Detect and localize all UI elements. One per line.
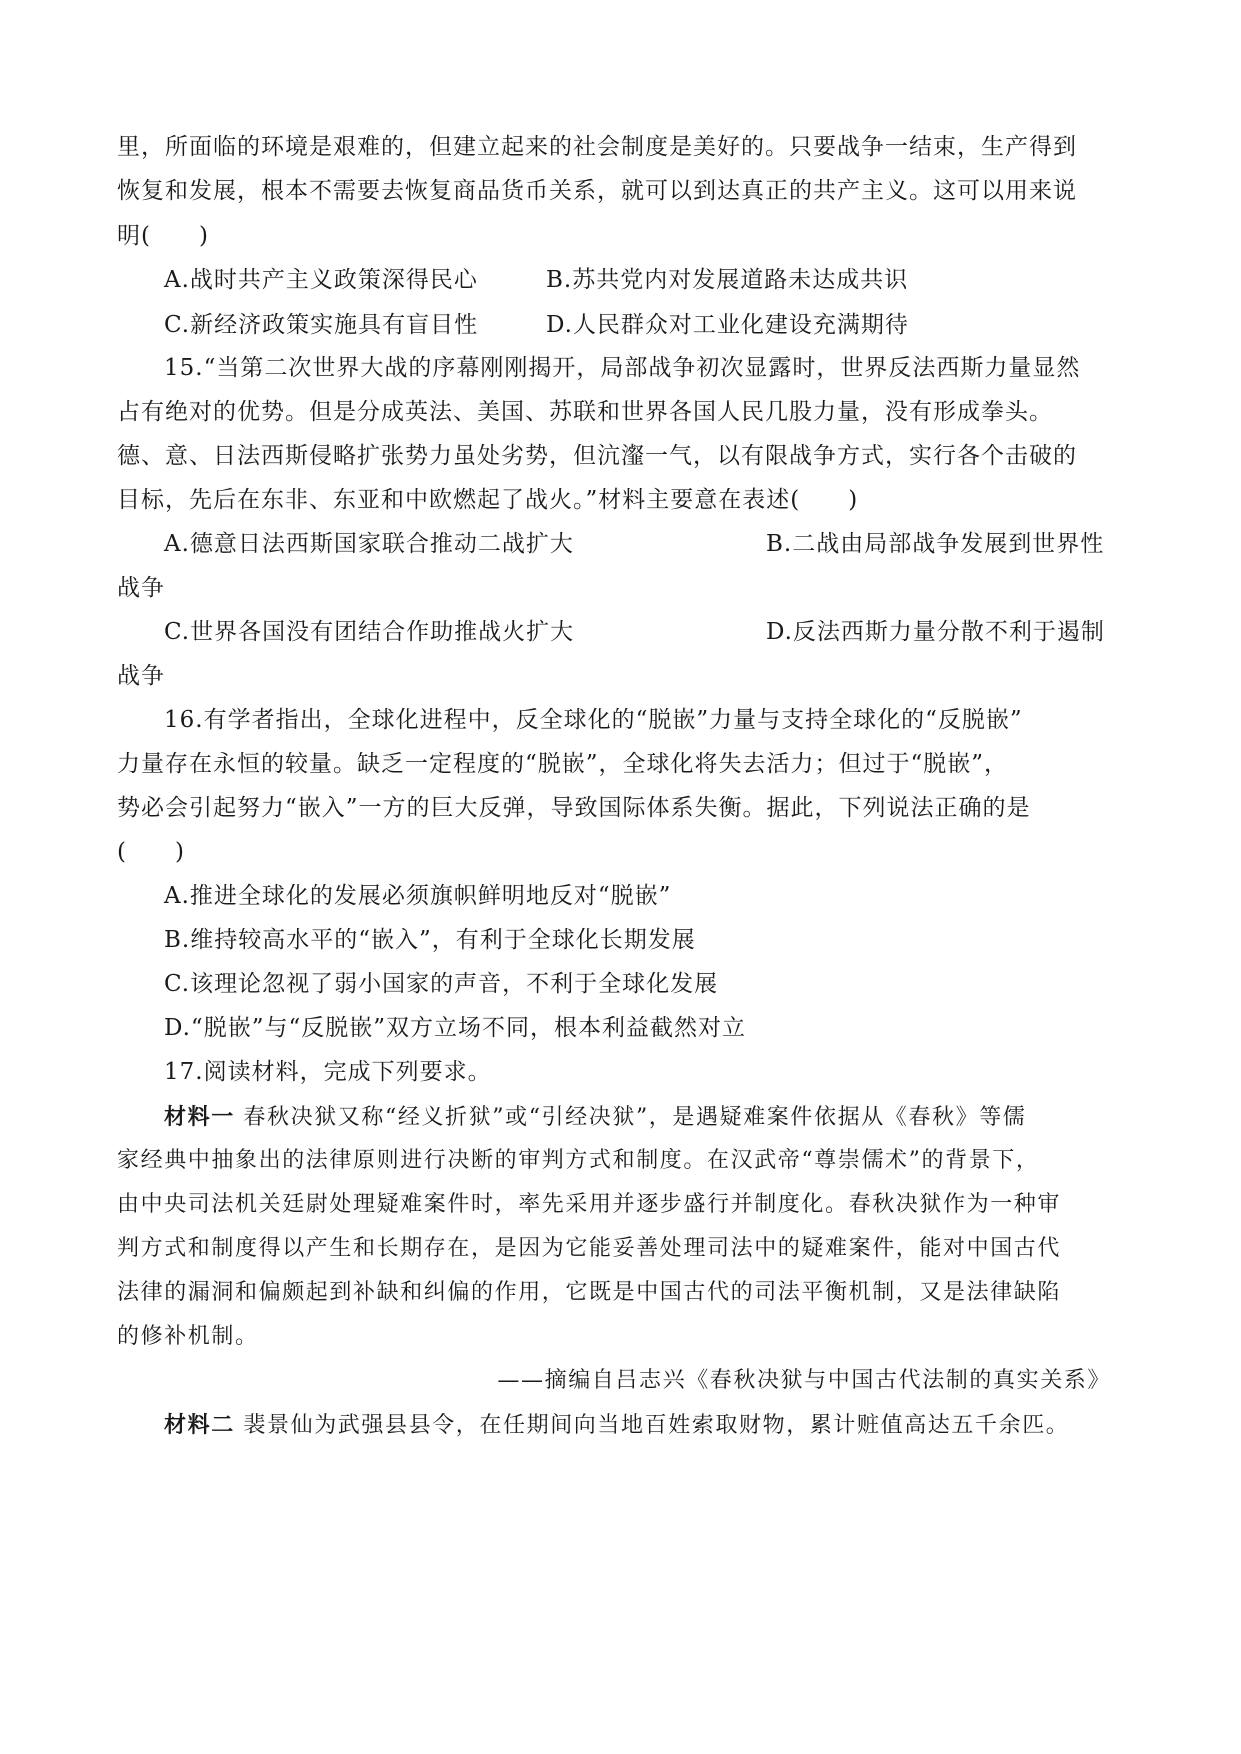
q17-material1-line-3: 由中央司法机关廷尉处理疑难案件时，率先采用并逐步盛行并制度化。春秋决狱作为一种审 <box>117 1192 1062 1217</box>
q15-options-row-2 <box>164 617 1105 647</box>
q17-intro: 17.阅读材料，完成下列要求。 <box>164 1059 492 1085</box>
q17-material2-line-1 <box>164 1410 1069 1441</box>
q17-material1-source: ——摘编自吕志兴《春秋决狱与中国古代法制的真实关系》 <box>497 1368 1111 1393</box>
q16-stem-line-1: 16.有学者指出，全球化进程中，反全球化的“脱嵌”力量与支持全球化的“反脱嵌” <box>164 707 1023 733</box>
material1-label: 材料一 <box>164 1104 235 1130</box>
material2-text: 裴景仙为武强县县令，在任期间向当地百姓索取财物，累计赃值高达五千余匹。 <box>243 1413 1070 1438</box>
q15-stem-line-2: 占有绝对的优势。但是分成英法、美国、苏联和世界各国人民几股力量，没有形成拳头。 <box>117 399 1053 425</box>
q17-material1-line-5: 法律的漏洞和偏颇起到补缺和纠偏的作用，它既是中国古代的司法平衡机制，又是法律缺陷 <box>117 1280 1062 1305</box>
q15-option-a: A.德意日法西斯国家联合推动二战扩大 <box>164 531 574 557</box>
q14-option-d: D.人民群众对工业化建设充满期待 <box>546 312 909 338</box>
q15-stem-line-4: 目标，先后在东非、东亚和中欧燃起了战火。”材料主要意在表述( ) <box>117 487 859 513</box>
q16-option-b: B.维持较高水平的“嵌入”，有利于全球化长期发展 <box>164 927 696 953</box>
material1-text-line-1: 春秋决狱又称“经义折狱”或“引经决狱”，是遇疑难案件依据从《春秋》等儒 <box>243 1105 1027 1130</box>
q15-option-b-wrap: 战争 <box>117 575 165 601</box>
q17-material1-line-6: 的修补机制。 <box>117 1324 259 1349</box>
q14-option-a: A.战时共产主义政策深得民心 <box>164 267 478 293</box>
q15-option-d: D.反法西斯力量分散不利于遏制 <box>766 619 1105 645</box>
q15-option-b: B.二战由局部战争发展到世界性 <box>766 531 1105 557</box>
q14-stem-line-2: 恢复和发展，根本不需要去恢复商品货币关系，就可以到达真正的共产主义。这可以用来说 <box>117 178 1077 204</box>
q14-options-row-1 <box>164 265 909 295</box>
q15-options-row-1 <box>164 529 1105 559</box>
q15-stem-line-3: 德、意、日法西斯侵略扩张势力虽处劣势，但沆瀣一气，以有限战争方式，实行各个击破的 <box>117 443 1077 469</box>
q14-option-b: B.苏共党内对发展道路未达成共识 <box>546 267 909 293</box>
q16-stem-line-2: 力量存在永恒的较量。缺乏一定程度的“脱嵌”，全球化将失去活力；但过于“脱嵌”， <box>117 751 1009 777</box>
q17-material1-line-1 <box>164 1102 1026 1133</box>
q14-option-c: C.新经济政策实施具有盲目性 <box>164 312 479 338</box>
material2-label: 材料二 <box>164 1412 235 1438</box>
q14-stem-line-3: 明( ) <box>117 223 209 249</box>
q17-material1-line-4: 判方式和制度得以产生和长期存在，是因为它能妥善处理司法中的疑难案件，能对中国古代 <box>117 1236 1062 1261</box>
q15-option-c: C.世界各国没有团结合作助推战火扩大 <box>164 619 575 645</box>
q15-stem-line-1: 15.“当第二次世界大战的序幕刚刚揭开，局部战争初次显露时，世界反法西斯力量显然 <box>164 355 1081 381</box>
q16-option-c: C.该理论忽视了弱小国家的声音，不利于全球化发展 <box>164 971 719 997</box>
q16-option-d: D.“脱嵌”与“反脱嵌”双方立场不同，根本利益截然对立 <box>164 1015 746 1041</box>
q17-material1-line-2: 家经典中抽象出的法律原则进行决断的审判方式和制度。在汉武帝“尊崇儒术”的背景下， <box>117 1148 1040 1173</box>
q16-stem-line-3: 势必会引起努力“嵌入”一方的巨大反弹，导致国际体系失衡。据此，下列说法正确的是 <box>117 795 1031 821</box>
q16-stem-line-4: ( ) <box>117 839 185 865</box>
q14-stem-line-1: 里，所面临的环境是艰难的，但建立起来的社会制度是美好的。只要战争一结束，生产得到 <box>117 134 1077 160</box>
q15-option-d-wrap: 战争 <box>117 663 165 689</box>
q14-options-row-2 <box>164 310 909 340</box>
q16-option-a: A.推进全球化的发展必须旗帜鲜明地反对“脱嵌” <box>164 883 672 909</box>
